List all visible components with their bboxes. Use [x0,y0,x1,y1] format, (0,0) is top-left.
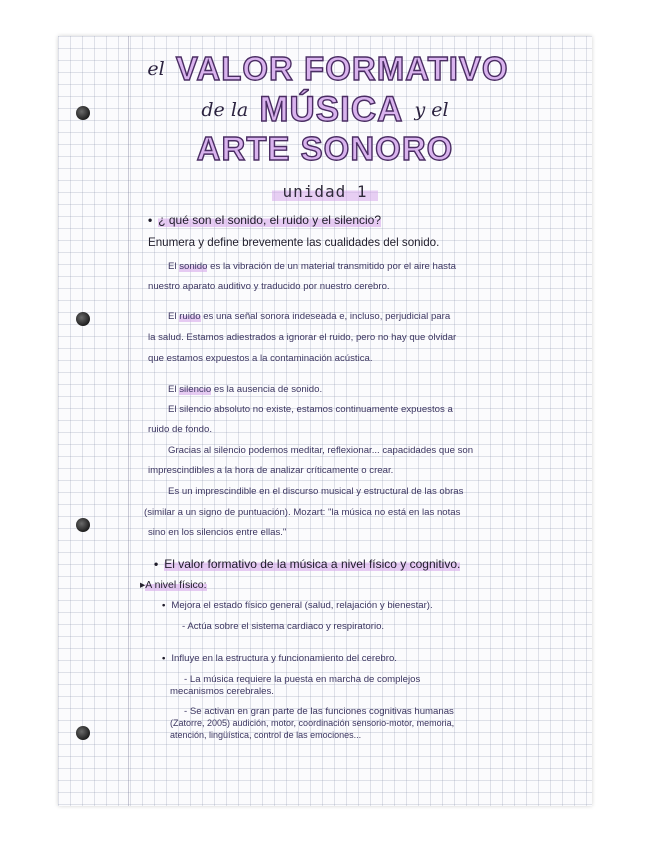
bullet-icon: • [162,600,166,611]
title-valor-formativo: VALOR FORMATIVO [175,50,509,87]
silencio-line-2: El silencio absoluto no existe, estamos continuamente expuestos a [168,404,453,415]
binder-hole [76,726,90,740]
ruido-line-1 [168,311,450,322]
silencio-line-4: Gracias al silencio podemos meditar, reflexionar... capacidades que son [168,445,474,456]
silencio-line-3: ruido de fondo. [148,424,213,435]
section2-heading [154,557,460,571]
arrow-icon: ▸ [140,579,146,591]
item-4: - La música requiere la puesta en marcha de complejos [184,674,421,685]
title-musica: MÚSICA [259,90,404,129]
title-line-2 [58,90,592,130]
unit-heading [58,182,592,201]
bullet-icon: • [162,653,166,664]
item-2: - Actúa sobre el sistema cardiaco y respiratorio. [182,621,385,632]
title-arte-sonoro: ARTE SONORO [196,130,454,167]
unit-label: unidad 1 [272,182,377,201]
item-text: Influye en la estructura y funcionamiento del cerebro. [171,653,397,664]
text-fragment: es la ausencia de sonido. [211,384,323,395]
question-heading [148,213,381,227]
item-text: Mejora el estado físico general (salud, relajación y bienestar). [171,600,433,611]
sonido-line-1 [168,261,456,272]
ruido-line-3: que estamos expuestos a la contaminación acústica. [148,353,373,364]
item-5: mecanismos cerebrales. [170,686,274,697]
silencio-line-7: (similar a un signo de puntuación). Mozart: "la música no está en las notas [144,507,461,518]
term-silencio: silencio [179,384,212,395]
item-1 [162,600,433,611]
sub-heading-text: A nivel físico: [145,579,207,591]
instruction: Enumera y define brevemente las cualidades del sonido. [148,236,440,249]
sonido-line-2: nuestro aparato auditivo y traducido por nuestro cerebro. [148,281,390,292]
binder-hole [76,312,90,326]
silencio-line-6: Es un imprescindible en el discurso musical y estructural de las obras [168,486,464,497]
item-7: (Zatorre, 2005) audición, motor, coordinación sensorio-motor, memoria, [170,718,455,728]
binder-hole [76,518,90,532]
section2-sub [140,579,207,591]
silencio-line-1 [168,384,322,395]
section2-heading-text: El valor formativo de la música a nivel físico y cognitivo. [164,557,461,571]
silencio-line-5: imprescindibles a la hora de analizar críticamente o crear. [148,465,394,476]
bullet-icon: • [148,213,153,227]
ruido-line-2: la salud. Estamos adiestrados a ignorar el ruido, pero no hay que olvidar [148,332,457,343]
title-de-la: de la [201,99,249,121]
item-3 [162,653,397,664]
item-6: - Se activan en gran parte de las funciones cognitivas humanas [184,706,454,717]
text-fragment: El [168,311,180,322]
notebook-page [58,36,592,806]
title-y-el: y el [414,99,449,121]
question-text: ¿ qué son el sonido, el ruido y el silencio? [158,213,381,227]
title-line-3 [58,130,592,168]
title-line-1 [58,50,592,88]
text-fragment: es una señal sonora indeseada e, incluso, perjudicial para [200,311,451,322]
term-ruido: ruido [179,311,201,322]
title-el: el [147,58,165,80]
text-fragment: es la vibración de un material transmitido por el aire hasta [207,261,456,272]
text-fragment: El [168,261,180,272]
bullet-icon: • [154,557,159,571]
item-8: atención, lingüística, control de las emociones... [170,730,362,740]
term-sonido: sonido [179,261,208,272]
silencio-line-8: sino en los silencios entre ellas." [148,527,287,538]
text-fragment: El [168,384,180,395]
